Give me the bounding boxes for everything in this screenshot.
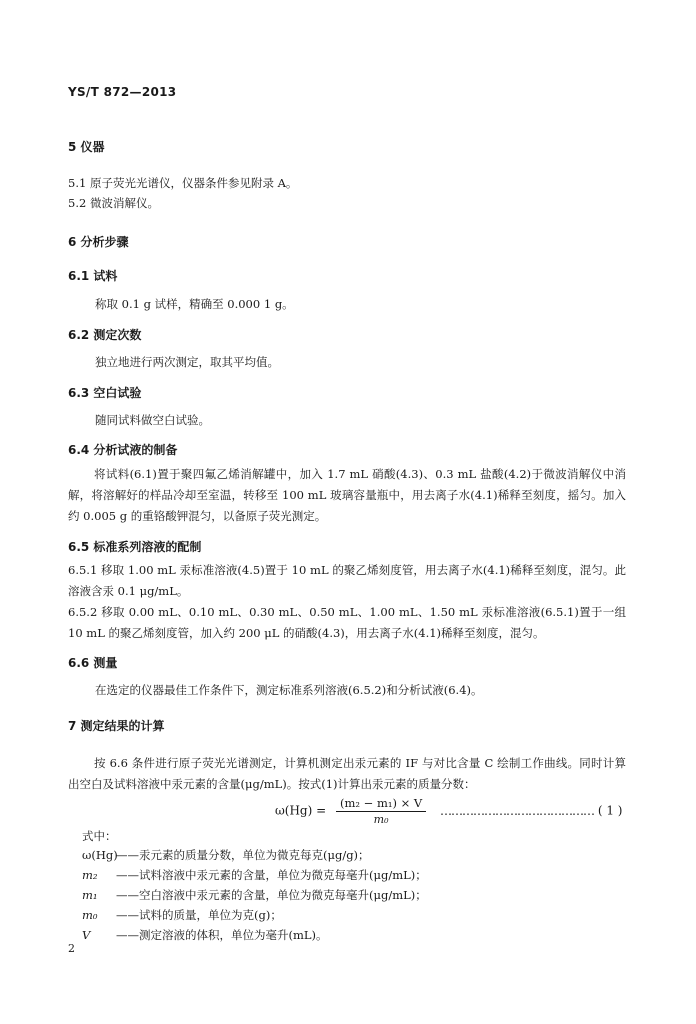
formula-denominator: m₀ bbox=[373, 813, 389, 826]
section-6-5-2-text: 6.5.2 移取 0.00 mL、0.10 mL、0.30 mL、0.50 mL、1.00 mL、1.50 mL 汞标准溶液(6.5.1)置于一组 10 mL 的聚乙烯刻度管，加入约 200 μL 的硝酸(4.3)，用去离子水(4.1)稀释至刻度，混匀。 bbox=[68, 605, 626, 640]
item-5-2: 5.2 微波消解仪。 bbox=[68, 196, 159, 210]
section-6-2-title: 6.2 测定次数 bbox=[68, 328, 142, 342]
section-6-6-text: 在选定的仪器最佳工作条件下，测定标准系列溶液(6.5.2)和分析试液(6.4)。 bbox=[95, 683, 483, 697]
page-number: 2 bbox=[68, 942, 75, 955]
section-6-4-text: 将试料(6.1)置于聚四氟乙烯消解罐中，加入 1.7 mL 硝酸(4.3)、0.3 mL 盐酸(4.2)于微波消解仪中消解，将溶解好的样品冷却至室温，转移至 100 mL 玻璃容量瓶中，用去离子水(4.1)稀释至刻度，摇匀。加入约 0.005 g 的重铬酸钾混匀，以备原子荧光测定。 bbox=[68, 467, 626, 523]
definition-row bbox=[82, 867, 427, 883]
definition-text: ——试料的质量，单位为克(g)； bbox=[116, 908, 282, 922]
section-6-6-title: 6.6 测量 bbox=[68, 656, 118, 670]
formula-1 bbox=[275, 796, 623, 826]
standard-code-header: YS/T 872—2013 bbox=[68, 85, 177, 99]
definition-symbol: ω(Hg) bbox=[82, 848, 118, 862]
section-6-title: 6 分析步骤 bbox=[68, 235, 129, 249]
formula-fraction bbox=[336, 796, 426, 826]
section-6-2-text: 独立地进行两次测定，取其平均值。 bbox=[95, 355, 279, 369]
formula-numerator: (m₂ − m₁) × V bbox=[336, 796, 426, 812]
definition-row bbox=[82, 927, 328, 943]
definition-row bbox=[82, 887, 427, 903]
section-6-3-text: 随同试料做空白试验。 bbox=[95, 413, 210, 427]
definition-text: ——空白溶液中汞元素的含量，单位为微克每毫升(μg/mL)； bbox=[116, 888, 427, 902]
section-6-3-title: 6.3 空白试验 bbox=[68, 386, 142, 400]
definition-symbol: m₁ bbox=[82, 888, 98, 902]
definition-symbol: V bbox=[82, 928, 91, 942]
item-5-1: 5.1 原子荧光光谱仪，仪器条件参见附录 A。 bbox=[68, 176, 298, 190]
section-5-title: 5 仪器 bbox=[68, 140, 105, 154]
definition-text: ——汞元素的质量分数，单位为微克每克(μg/g)； bbox=[116, 848, 370, 862]
definition-row bbox=[82, 847, 370, 863]
section-7-text: 按 6.6 条件进行原子荧光光谱测定，计算机测定出汞元素的 IF 与对比含量 C 绘制工作曲线。同时计算出空白及试料溶液中汞元素的含量(μg/mL)。按式(1)计算出汞元素的质量分数： bbox=[68, 756, 626, 791]
definition-symbol: m₂ bbox=[82, 868, 98, 882]
section-6-5-1-text: 6.5.1 移取 1.00 mL 汞标准溶液(4.5)置于 10 mL 的聚乙烯刻度管，用去离子水(4.1)稀释至刻度，混匀。此溶液含汞 0.1 μg/mL。 bbox=[68, 563, 626, 598]
formula-number: ( 1 ) bbox=[597, 803, 623, 818]
formula-lhs: ω(Hg) = bbox=[275, 803, 327, 818]
section-6-5-title: 6.5 标准系列溶液的配制 bbox=[68, 540, 202, 554]
formula-leader: …………………………………… bbox=[440, 803, 595, 818]
section-6-1-title: 6.1 试料 bbox=[68, 269, 118, 283]
definition-text: ——测定溶液的体积，单位为毫升(mL)。 bbox=[116, 928, 328, 942]
section-6-4-title: 6.4 分析试液的制备 bbox=[68, 443, 178, 457]
definition-row bbox=[82, 907, 282, 923]
where-label: 式中： bbox=[82, 829, 117, 843]
section-7-title: 7 测定结果的计算 bbox=[68, 719, 165, 733]
definition-symbol: m₀ bbox=[82, 908, 98, 922]
definition-text: ——试料溶液中汞元素的含量，单位为微克每毫升(μg/mL)； bbox=[116, 868, 427, 882]
section-6-1-text: 称取 0.1 g 试样，精确至 0.000 1 g。 bbox=[95, 297, 294, 311]
